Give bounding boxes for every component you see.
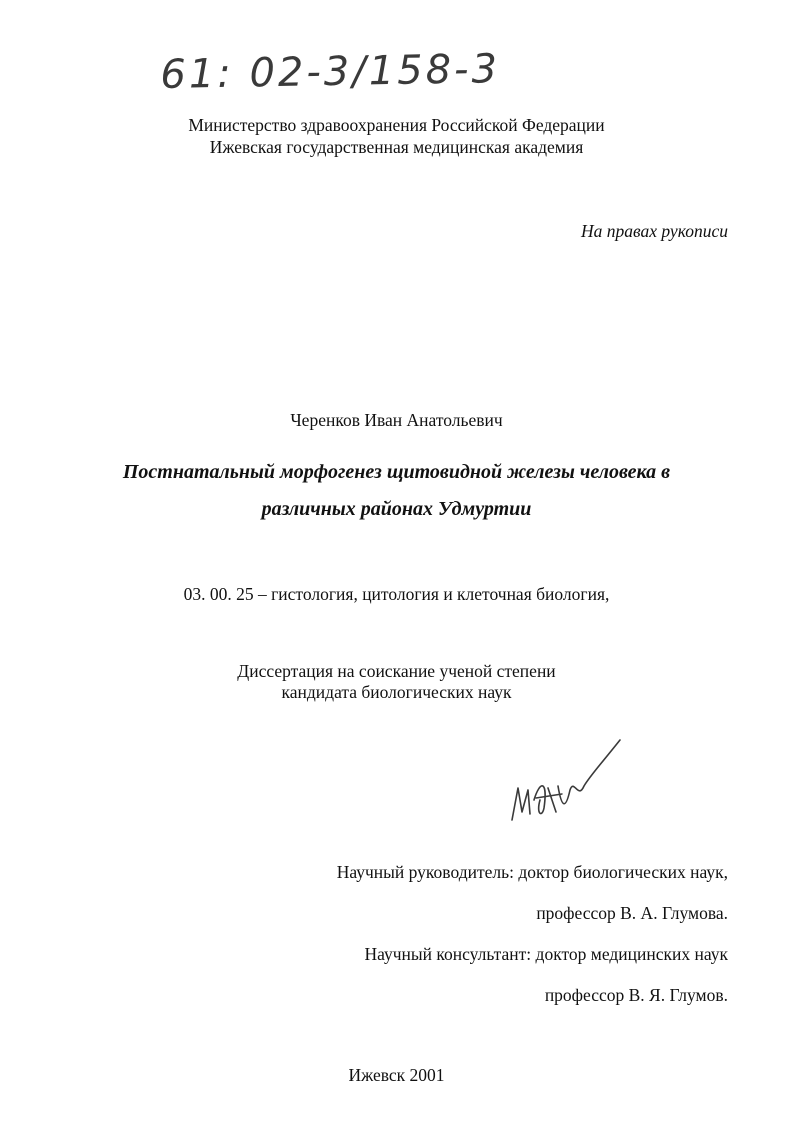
consultant-name: профессор В. Я. Глумов. xyxy=(544,985,728,1005)
archive-code-handwritten: 61: 02-3/158-3 xyxy=(160,46,501,98)
rights-note: На правах рукописи xyxy=(581,221,728,241)
city-year: Ижевск 2001 xyxy=(348,1065,445,1085)
thesis-title-line-1: Постнатальный морфогенез щитовидной железы человека в xyxy=(122,461,671,483)
thesis-title-line-2: различных районах Удмуртии xyxy=(261,498,532,520)
dissertation-degree-line-2: кандидата биологических наук xyxy=(281,682,512,702)
specialty-code: 03. 00. 25 – гистология, цитология и клеточная биология, xyxy=(183,584,610,604)
signature-scribble xyxy=(500,730,630,830)
advisor-name: профессор В. А. Глумова. xyxy=(536,903,728,923)
consultant-line: Научный консультант: доктор медицинских наук xyxy=(364,944,728,964)
academy-name: Ижевская государственная медицинская академия xyxy=(209,137,584,157)
dissertation-degree-line-1: Диссертация на соискание ученой степени xyxy=(237,661,556,681)
ministry-name: Министерство здравоохранения Российской Федерации xyxy=(188,115,605,135)
author-name: Черенков Иван Анатольевич xyxy=(290,410,503,430)
advisor-line: Научный руководитель: доктор биологических наук, xyxy=(336,862,728,882)
